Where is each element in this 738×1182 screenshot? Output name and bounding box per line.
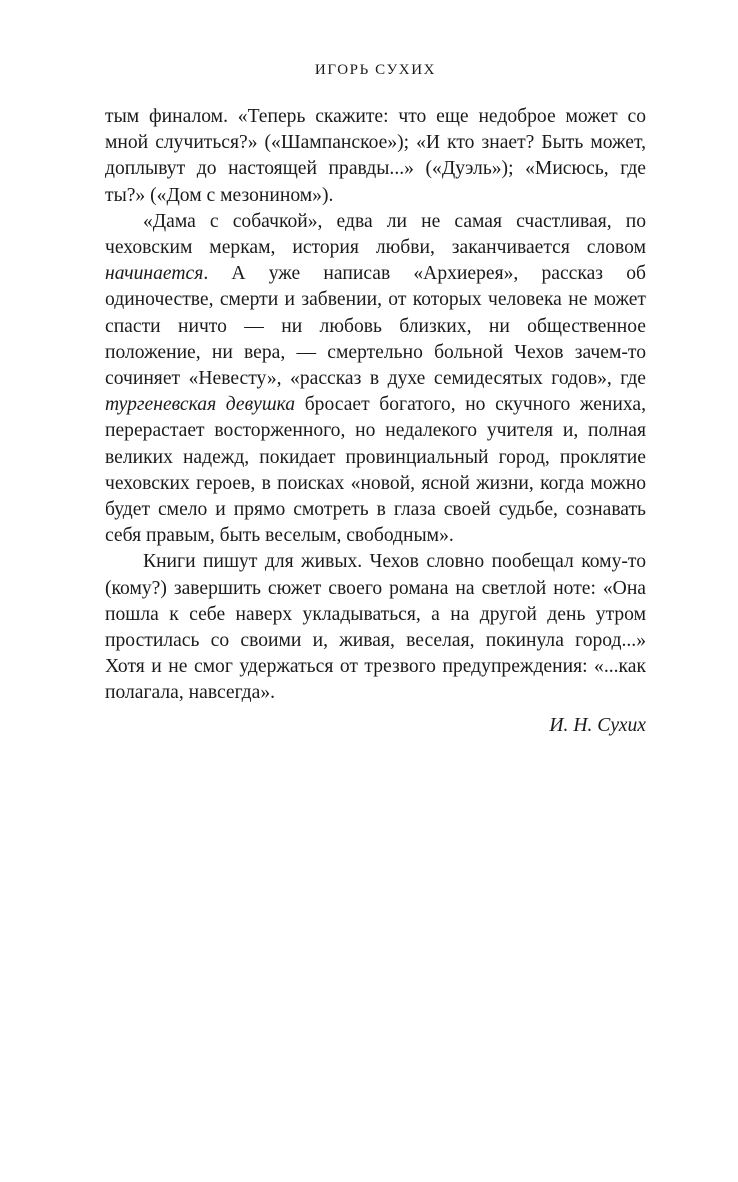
running-head: ИГОРЬ СУХИХ [314,62,437,78]
paragraph-2-italic-b: тургеневская девушка [105,394,296,416]
paragraph-1-text: тым финалом. «Теперь скажите: что еще недоброе может со мной случиться?» («Шампанское»); «И кто знает? Быть может, доплывут до настоящей правды...» («Дуэль»); «Мисюсь, где ты?» («Дом с мезонином»). [105,106,646,206]
paragraph-2-text-c: бросает богатого, но скучного жениха, перерастает восторженного, но недалекого учителя и, полная великих надежд, покидает провинциальный город, проклятие чеховских героев, в поисках «новой, ясной жизни, когда можно будет смело и прямо смотреть в глаза своей судьбе, сознавать себя правым, быть веселым, свободным». [105,394,646,547]
book-page [105,58,646,739]
author-signature: И. Н. Сухих [549,714,646,736]
paragraph-2 [105,209,646,550]
paragraph-1 [105,104,646,209]
paragraph-3 [105,549,646,706]
paragraph-2-text-b: . А уже написав «Архиерея», рассказ об одиночестве, смерти и забвении, от которых человека не может спасти ничто — ни любовь близких, ни общественное положение, ни вера, — смертельно больной Чехов зачем-то сочиняет «Невесту», «рассказ в духе семидесятых годов», где [105,263,646,390]
paragraph-2-text-a: «Дама с собачкой», едва ли не самая счастливая, по чеховским меркам, история любви, заканчивается словом [105,210,646,259]
paragraph-2-italic-a: начинается [105,263,204,285]
paragraph-3-text: Книги пишут для живых. Чехов словно пообещал кому-то (кому?) завершить сюжет своего романа на светлой ноте: «Она пошла к себе наверх укладываться, а на другой день утром простилась со своими и, живая, веселая, покинула город...» Хотя и не смог удержаться от трезвого предупреждения: «...как полагала, навсегда». [105,551,646,704]
